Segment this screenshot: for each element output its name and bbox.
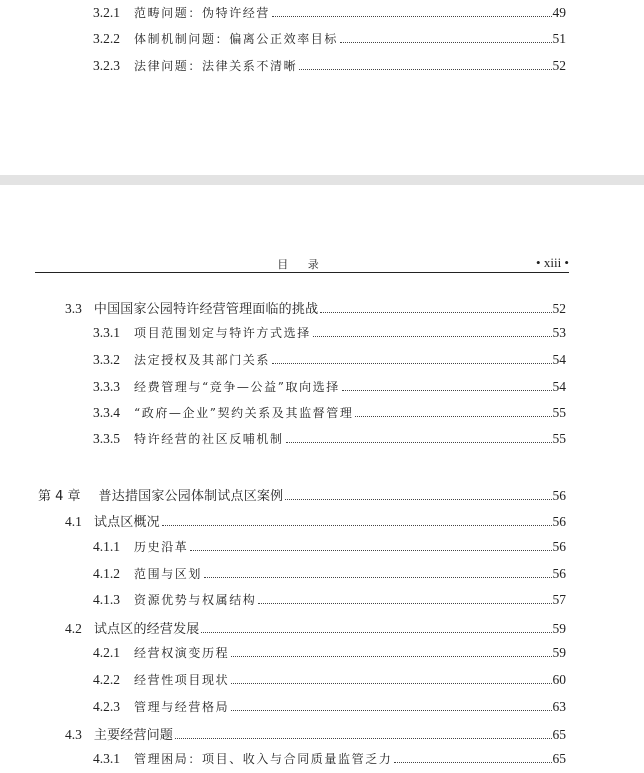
toc-entry-title: 管理困局：项目、收入与合同质量监管乏力: [134, 752, 393, 766]
toc-entry-page-number: 52: [552, 58, 566, 73]
toc-entry[interactable]: [93, 591, 566, 609]
toc-entry[interactable]: [93, 671, 566, 689]
toc-entry-page-number: 56: [552, 488, 566, 503]
toc-entry[interactable]: [38, 485, 566, 503]
toc-entry[interactable]: [65, 298, 566, 316]
dot-leader: [313, 335, 552, 337]
toc-entry-number: 4.1.2: [93, 566, 120, 581]
toc-entry-number: 4.2: [65, 621, 82, 636]
dot-leader: [286, 441, 552, 443]
toc-entry[interactable]: [93, 644, 566, 662]
toc-entry-number: 4.1.3: [93, 592, 120, 607]
toc-entry-title: 经营性项目现状: [134, 673, 230, 687]
toc-entry-title: 范畴问题：伪特许经营: [134, 6, 271, 20]
page-separator: [0, 175, 644, 185]
dot-leader: [320, 311, 551, 313]
toc-entry-title: 体制机制问题：偏离公正效率目标: [134, 32, 339, 46]
toc-entry-number: 4.2.1: [93, 645, 120, 660]
toc-entry-title: 历史沿革: [134, 540, 189, 554]
toc-entry-number: 3.3: [65, 301, 82, 316]
dot-leader: [204, 576, 551, 578]
toc-entry[interactable]: [93, 351, 566, 369]
toc-entry[interactable]: [93, 324, 566, 342]
running-header-page-number: • xiii •: [536, 255, 569, 270]
dot-leader: [231, 655, 551, 657]
dot-leader: [201, 631, 551, 633]
toc-entry-number: 3.3.1: [93, 325, 120, 340]
toc-entry-page-number: 56: [552, 514, 566, 529]
toc-entry-title: 经营权演变历程: [134, 646, 230, 660]
toc-entry[interactable]: [65, 618, 566, 636]
toc-entry-page-number: 65: [552, 727, 566, 742]
running-header: [35, 255, 569, 273]
toc-entry-number: 3.3.4: [93, 405, 120, 420]
toc-entry-title: 项目范围划定与特许方式选择: [134, 326, 311, 340]
toc-entry-page-number: 56: [552, 566, 566, 581]
toc-entry-number: 4.1: [65, 514, 82, 529]
toc-entry-number: 4.3.1: [93, 751, 120, 766]
dot-leader: [394, 761, 551, 763]
toc-entry-title: 管理与经营格局: [134, 700, 230, 714]
toc-entry-page-number: 55: [552, 405, 566, 420]
toc-entry-title: “政府—企业”契约关系及其监督管理: [134, 406, 354, 420]
toc-entry-number: 3.2.3: [93, 58, 120, 73]
toc-entry[interactable]: [93, 404, 566, 422]
dot-leader: [258, 602, 551, 604]
toc-entry-title: 试点区的经营发展: [93, 622, 200, 637]
toc-entry[interactable]: [93, 750, 566, 768]
toc-entry-number: 3.3.3: [93, 379, 120, 394]
toc-entry-page-number: 49: [552, 5, 566, 20]
toc-entry-page-number: 55: [552, 431, 566, 446]
toc-entry-number: 3.2.1: [93, 5, 120, 20]
document-page-bottom: [0, 185, 644, 773]
toc-entry-number: 第 4 章: [38, 489, 81, 504]
toc-entry-page-number: 63: [552, 699, 566, 714]
toc-entry-number: 4.2.3: [93, 699, 120, 714]
toc-entry-page-number: 57: [552, 592, 566, 607]
toc-entry-title: 中国国家公园特许经营管理面临的挑战: [93, 302, 319, 317]
toc-entry[interactable]: [65, 724, 566, 742]
dot-leader: [285, 498, 551, 500]
toc-entry-number: 3.3.2: [93, 352, 120, 367]
toc-entry-number: 3.2.2: [93, 31, 120, 46]
document-page-top: [0, 0, 644, 175]
toc-entry-title: 主要经营问题: [93, 728, 174, 743]
toc-entry[interactable]: [93, 430, 566, 448]
toc-entry[interactable]: [93, 378, 566, 396]
toc-entry-page-number: 54: [552, 352, 566, 367]
toc-entry-page-number: 52: [552, 301, 566, 316]
dot-leader: [340, 41, 551, 43]
toc-entry-number: 4.3: [65, 727, 82, 742]
toc-entry[interactable]: [93, 698, 566, 716]
dot-leader: [231, 709, 551, 711]
toc-entry-number: 3.3.5: [93, 431, 120, 446]
toc-entry[interactable]: [93, 565, 566, 583]
dot-leader: [175, 737, 551, 739]
dot-leader: [355, 415, 551, 417]
toc-entry[interactable]: [93, 4, 566, 22]
toc-entry[interactable]: [65, 511, 566, 529]
toc-entry-number: 4.1.1: [93, 539, 120, 554]
toc-entry-title: 特许经营的社区反哺机制: [134, 432, 284, 446]
toc-entry-title: 资源优势与权属结构: [134, 593, 257, 607]
dot-leader: [272, 362, 551, 364]
dot-leader: [299, 68, 551, 70]
toc-entry-title: 经费管理与“竞争—公益”取向选择: [134, 380, 340, 394]
toc-entry-page-number: 54: [552, 379, 566, 394]
toc-entry[interactable]: [93, 538, 566, 556]
toc-entry-page-number: 60: [552, 672, 566, 687]
toc-entry-title: 试点区概况: [93, 515, 160, 530]
dot-leader: [190, 549, 551, 551]
toc-entry-title: 法定授权及其部门关系: [134, 353, 271, 367]
toc-entry-page-number: 59: [552, 621, 566, 636]
toc-entry-page-number: 59: [552, 645, 566, 660]
running-header-title: 目 录: [277, 258, 327, 271]
toc-entry[interactable]: [93, 57, 566, 75]
toc-entry-title: 法律问题：法律关系不清晰: [134, 59, 298, 73]
dot-leader: [231, 682, 551, 684]
dot-leader: [272, 15, 551, 17]
dot-leader: [162, 524, 552, 526]
toc-entry-page-number: 53: [552, 325, 566, 340]
toc-entry-title: 普达措国家公园体制试点区案例: [98, 489, 284, 504]
toc-entry-page-number: 65: [552, 751, 566, 766]
toc-entry[interactable]: [93, 30, 566, 48]
toc-entry-title: 范围与区划: [134, 567, 203, 581]
dot-leader: [342, 389, 552, 391]
toc-entry-page-number: 51: [552, 31, 566, 46]
toc-entry-number: 4.2.2: [93, 672, 120, 687]
toc-entry-page-number: 56: [552, 539, 566, 554]
